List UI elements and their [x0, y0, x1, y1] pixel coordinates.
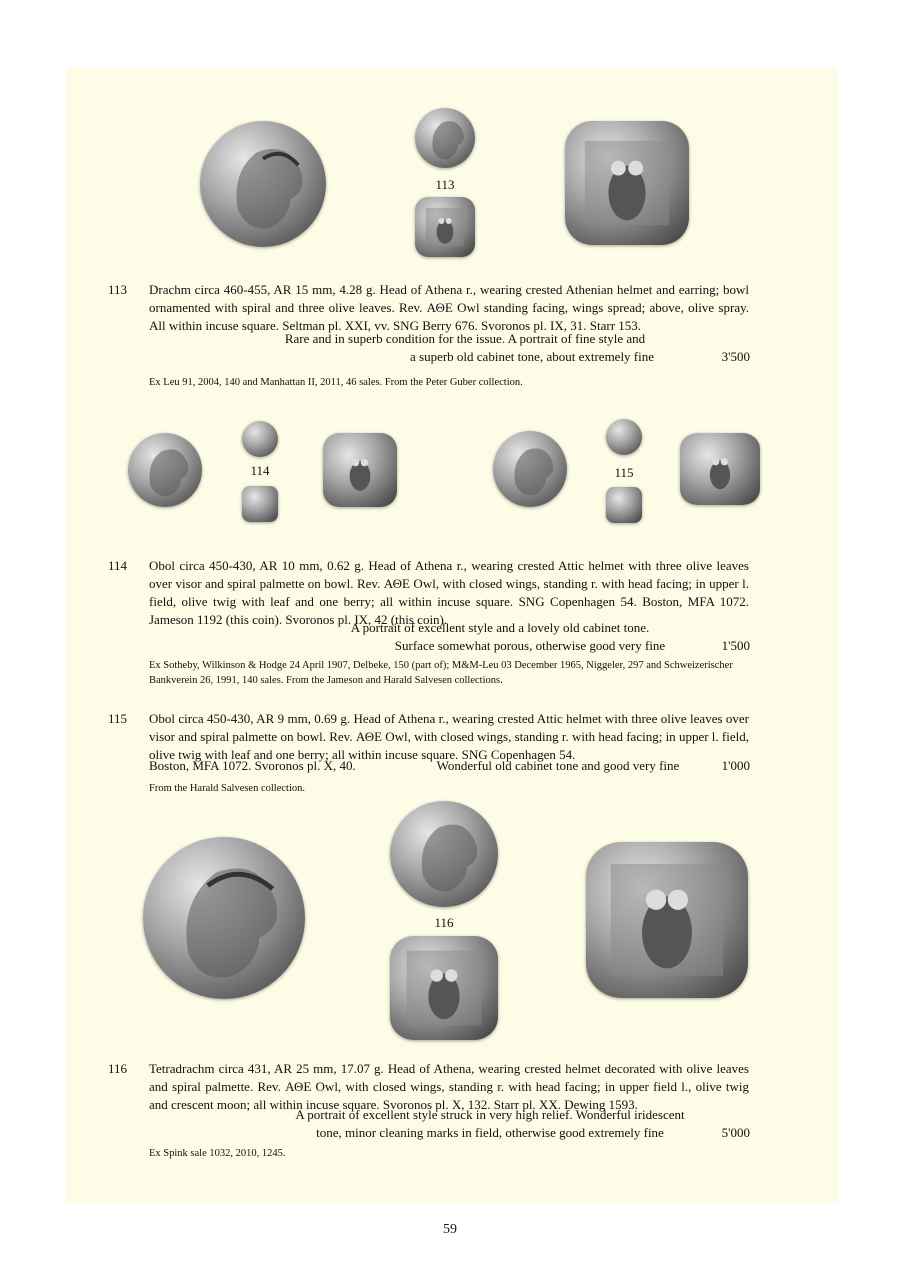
page-number: 59: [443, 1222, 457, 1237]
coin-115-obverse-large: [493, 431, 567, 507]
coin-114-obverse-large: [128, 433, 202, 507]
lot-price: 5'000: [721, 1125, 750, 1140]
lot-number: 116: [108, 1061, 128, 1076]
lot-condition-line: Wonderful old cabinet tone and good very fine: [436, 758, 680, 773]
coin-116-obverse-small: [390, 801, 498, 907]
lot-description-text: Obol circa 450-430, AR 10 mm, 0.62 g. Head of Athena r., wearing crested Attic helmet with three olive leaves over visor and spiral palmette on bowl. Rev. ΑΘΕ Owl, with closed wings, standing r. with head facing; in upper l. field, olive twig with leaf and one berry; all within incuse square. SNG Copenhagen 54. Boston, MFA 1072. Jameson 1192 (this coin). Svoronos pl. IX, 42 (this coin).: [149, 558, 749, 627]
coin-113-obverse-small: [415, 108, 475, 168]
lot-number: 115: [108, 711, 128, 726]
lot-provenance: From the Harald Salvesen collection.: [149, 783, 305, 794]
lot-provenance: Ex Sotheby, Wilkinson & Hodge 24 April 1907, Delbeke, 150 (part of); M&M-Leu 03 December 1965, Niggeler, 297 and Schweizerischer Bankverein 26, 1991, 140 sales. From the Jameson and Harald Salvesen collections.: [149, 660, 733, 686]
lot-description-text: Tetradrachm circa 431, AR 25 mm, 17.07 g. Head of Athena, wearing crested helmet decorated with olive leaves and spiral palmette. Rev. ΑΘΕ Owl, with closed wings, standing r. with head facing; in upper field l., olive twig and crescent moon; all within incuse square. Svoronos pl. X, 132. Starr pl. XX. Dewing 1593.: [149, 1061, 749, 1112]
coin-114-obverse-small: [242, 421, 278, 457]
lot-provenance: Ex Leu 91, 2004, 140 and Manhattan II, 2011, 46 sales. From the Peter Guber collection.: [149, 377, 523, 388]
lot-116-image-label: 116: [434, 915, 454, 930]
lot-price: 1'000: [721, 758, 750, 773]
lot-condition-line: A portrait of excellent style struck in very high relief. Wonderful iridescent: [295, 1107, 685, 1122]
athena-head-icon: [128, 433, 202, 507]
owl-icon: [680, 433, 760, 505]
lot-115-image-label: 115: [614, 465, 634, 480]
lot-number: 114: [108, 558, 128, 573]
lot-description-text: Drachm circa 460-455, AR 15 mm, 4.28 g. Head of Athena r., wearing crested Athenian helmet and earring; bowl ornamented with spiral and three olive leaves. Rev. ΑΘΕ Owl standing facing, wings spread; above, olive spray. All within incuse square. Seltman pl. XXI, vv. SNG Berry 676. Svoronos pl. IX, 31. Starr 153.: [149, 282, 749, 333]
athena-head-icon: [200, 121, 326, 247]
lot-provenance: Ex Spink sale 1032, 2010, 1245.: [149, 1148, 286, 1159]
coin-114-reverse-large: [323, 433, 397, 507]
lot-condition-line: tone, minor cleaning marks in field, otherwise good extremely fine: [316, 1125, 664, 1140]
lot-description: [149, 710, 749, 764]
coin-113-reverse-large: [565, 121, 689, 245]
athena-head-icon: [143, 837, 305, 999]
athena-head-icon: [415, 108, 475, 168]
owl-icon: [415, 197, 475, 257]
lot-price: 1'500: [721, 638, 750, 653]
coin-115-reverse-small: [606, 487, 642, 523]
coin-114-reverse-small: [242, 486, 278, 522]
coin-116-obverse-large: [143, 837, 305, 999]
owl-icon: [390, 936, 498, 1040]
owl-icon: [586, 842, 748, 998]
coin-116-reverse-large: [586, 842, 748, 998]
athena-head-icon: [493, 431, 567, 507]
coin-113-obverse-large: [200, 121, 326, 247]
owl-icon: [565, 121, 689, 245]
lot-condition-line: Rare and in superb condition for the issue. A portrait of fine style and: [284, 331, 646, 346]
coin-113-reverse-small: [415, 197, 475, 257]
coin-116-reverse-small: [390, 936, 498, 1040]
coin-115-reverse-large: [680, 433, 760, 505]
lot-condition-line: Surface somewhat porous, otherwise good very fine: [394, 638, 666, 653]
lot-description: [149, 281, 749, 335]
owl-icon: [323, 433, 397, 507]
lot-last-line: Boston, MFA 1072. Svoronos pl. X, 40.: [149, 758, 356, 773]
lot-price: 3'500: [721, 349, 750, 364]
lot-113-image-label: 113: [435, 177, 455, 192]
lot-number: 113: [108, 282, 128, 297]
lot-condition-line: a superb old cabinet tone, about extremely fine: [410, 349, 655, 364]
lot-condition-line: A portrait of excellent style and a lovely old cabinet tone.: [350, 620, 650, 635]
coin-115-obverse-small: [606, 419, 642, 455]
athena-head-icon: [390, 801, 498, 907]
lot-description-text: Obol circa 450-430, AR 9 mm, 0.69 g. Head of Athena r., wearing crested Attic helmet with three olive leaves over visor and spiral palmette on bowl. Rev. ΑΘΕ Owl, with closed wings, standing r. with head facing; in upper l. field, olive twig with leaf and one berry; all within incuse square. SNG Copenhagen 54.: [149, 711, 749, 762]
lot-114-image-label: 114: [250, 463, 270, 478]
